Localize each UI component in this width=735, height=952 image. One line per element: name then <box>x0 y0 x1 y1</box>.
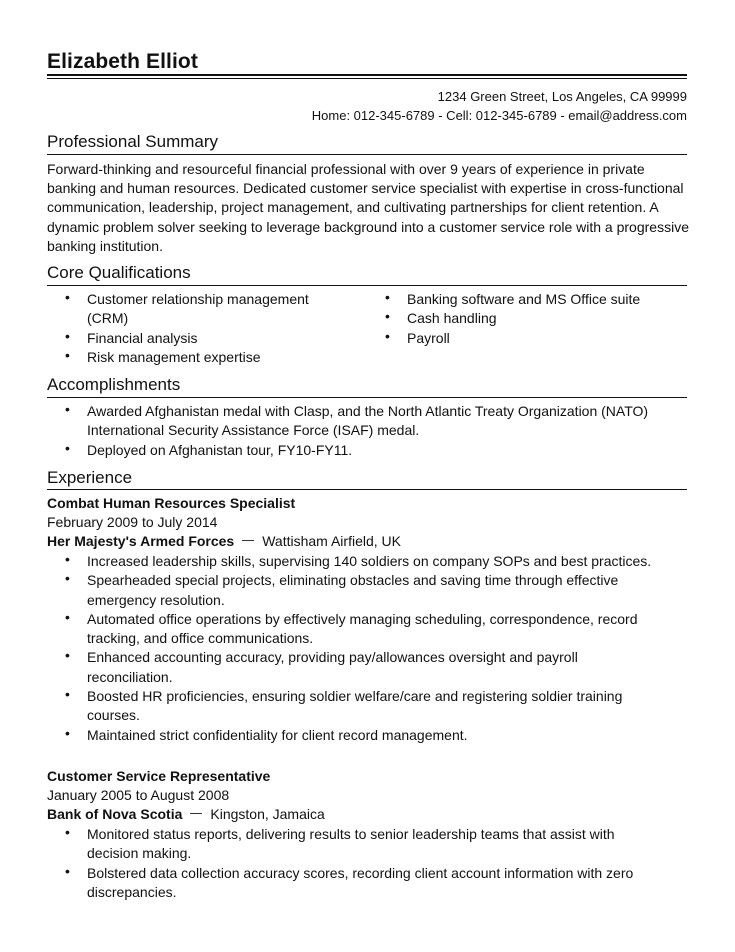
candidate-name: Elizabeth Elliot <box>47 50 198 73</box>
employer-name: Bank of Nova Scotia <box>47 806 183 822</box>
job-bullet-list <box>65 825 665 902</box>
list-item: • Maintained strict confidentiality for client record management. <box>65 726 665 745</box>
section-title-accomplishments: Accomplishments <box>47 375 181 394</box>
job-dates: January 2005 to August 2008 <box>47 787 230 803</box>
job-employer <box>47 533 401 549</box>
separator-dash <box>242 540 254 541</box>
job-bullet-list <box>65 552 665 745</box>
list-item: • Payroll <box>385 329 685 348</box>
qualifications-right-list <box>385 290 685 348</box>
list-item: • Boosted HR proficiencies, ensuring soldier welfare/care and registering soldier training courses. <box>65 687 665 726</box>
list-item: • Automated office operations by effectively managing scheduling, correspondence, record tracking, and office communications. <box>65 610 665 649</box>
list-item: • Enhanced accounting accuracy, providing pay/allowances oversight and payroll reconciliation. <box>65 648 665 687</box>
header-rule <box>47 74 687 79</box>
list-item: • Customer relationship management (CRM) <box>65 290 350 329</box>
accomplishments-list <box>65 402 680 460</box>
job-title: Combat Human Resources Specialist <box>47 495 296 511</box>
list-item: • Spearheaded special projects, eliminating obstacles and saving time through effective emergency resolution. <box>65 571 665 610</box>
job-title: Customer Service Representative <box>47 768 271 784</box>
summary-text: Forward-thinking and resourceful financial professional with over 9 years of experience in private banking and human resources. Dedicated customer service specialist with expertise in cross-functional communication, leadership, project management, and cultivating partnerships for client retention. A dynamic problem solver seeking to leverage background into a customer service role with a progressive banking institution. <box>47 161 689 254</box>
list-item: • Banking software and MS Office suite <box>385 290 685 309</box>
section-rule-qualifications <box>47 285 687 286</box>
job-dates: February 2009 to July 2014 <box>47 514 218 530</box>
separator-dash <box>190 813 202 814</box>
section-title-experience: Experience <box>47 468 133 487</box>
list-item: • Increased leadership skills, supervising 140 soldiers on company SOPs and best practices. <box>65 552 665 571</box>
employer-name: Her Majesty's Armed Forces <box>47 533 235 549</box>
list-item: • Financial analysis <box>65 329 350 348</box>
section-rule-experience <box>47 489 687 490</box>
job-employer <box>47 806 325 822</box>
section-title-qualifications: Core Qualifications <box>47 263 191 282</box>
list-item: • Monitored status reports, delivering results to senior leadership teams that assist with decision making. <box>65 825 665 864</box>
list-item: • Awarded Afghanistan medal with Clasp, and the North Atlantic Treaty Organization (NATO) International Security Assistance Force (ISAF) medal. <box>65 402 680 441</box>
list-item: • Cash handling <box>385 309 685 328</box>
employer-location: Kingston, Jamaica <box>210 806 325 822</box>
list-item: • Deployed on Afghanistan tour, FY10-FY11. <box>65 441 680 460</box>
contact-address: 1234 Green Street, Los Angeles, CA 99999 <box>437 89 687 104</box>
list-item: • Bolstered data collection accuracy scores, recording client account information with zero discrepancies. <box>65 864 665 903</box>
contact-phone-email: Home: 012-345-6789 - Cell: 012-345-6789 - email@address.com <box>311 108 687 123</box>
section-rule-accomplishments <box>47 397 687 398</box>
section-rule-summary <box>47 154 687 155</box>
section-title-summary: Professional Summary <box>47 132 219 151</box>
list-item: • Risk management expertise <box>65 348 350 367</box>
employer-location: Wattisham Airfield, UK <box>262 533 401 549</box>
qualifications-left-list <box>65 290 350 367</box>
